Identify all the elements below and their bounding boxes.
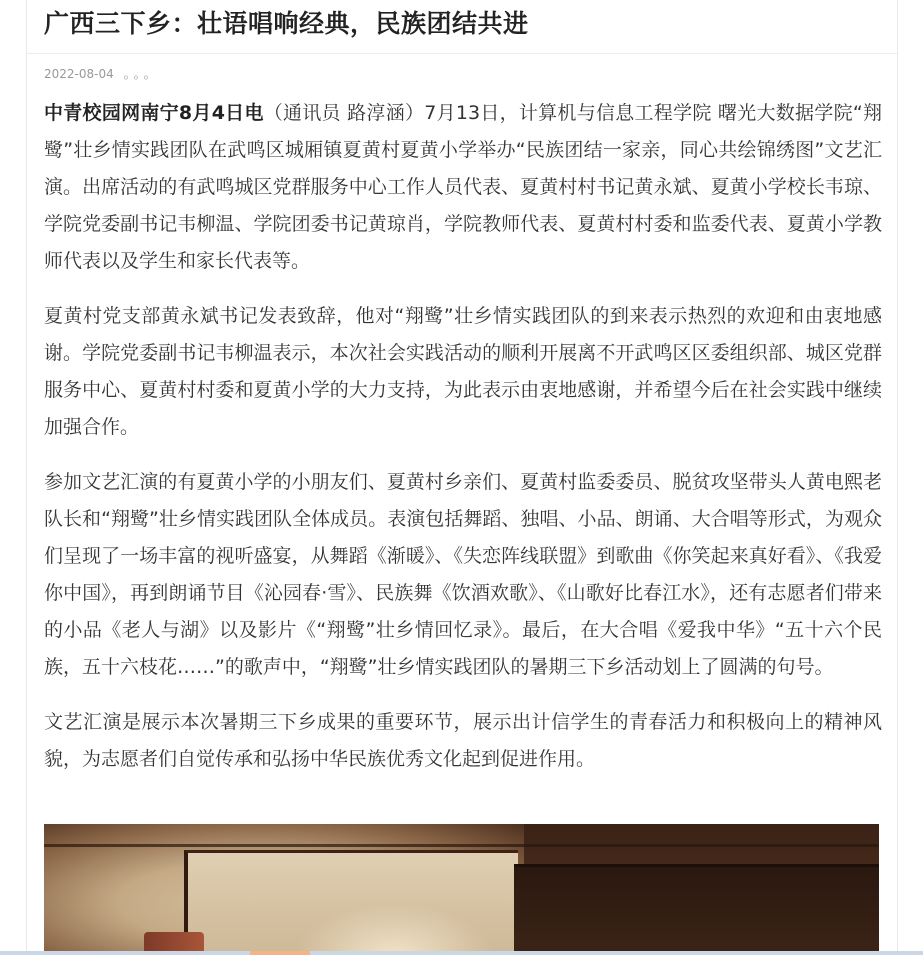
paragraph-text: 文艺汇演是展示本次暑期三下乡成果的重要环节，展示出计信学生的青春活力和积极向上的精神风貌，为志愿者们自觉传承和弘扬中华民族优秀文化起到促进作用。	[44, 711, 882, 770]
meta-dots: 。。。	[123, 67, 160, 81]
article-title: 广西三下乡：壮语唱响经典，民族团结共进	[44, 9, 529, 38]
paragraph-text: 夏黄村党支部黄永斌书记发表致辞，他对“翔鹭”壮乡情实践团队的到来表示热烈的欢迎和由衷地感谢。学院党委副书记韦柳温表示，本次社会实践活动的顺利开展离不开武鸣区区委组织部、城区党群服务中心、夏黄村村委和夏黄小学的大力支持，为此表示由衷地感谢，并希望今后在社会实践中继续加强合作。	[44, 305, 882, 438]
paragraph-4	[44, 704, 882, 778]
paragraph-3	[44, 464, 882, 686]
article-container	[26, 0, 898, 955]
title-divider	[27, 53, 897, 54]
paragraph-1	[44, 95, 882, 280]
paragraph-text: （通讯员 路淳涵）7月13日，计算机与信息工程学院 曙光大数据学院“翔鹭”壮乡情实践团队在武鸣区城厢镇夏黄村夏黄小学举办“民族团结一家亲，同心共绘锦绣图”文艺汇演。出席活动的有武鸣城区党群服务中心工作人员代表、夏黄村村书记黄永斌、夏黄小学校长韦琼、学院党委副书记韦柳温、学院团委书记黄琼肖，学院教师代表、夏黄村村委和监委代表、夏黄小学教师代表以及学生和家长代表等。	[44, 102, 882, 272]
horizontal-scrollbar[interactable]	[0, 951, 923, 955]
paragraph-2	[44, 298, 882, 446]
dateline: 中青校园网南宁8月4日电	[44, 102, 264, 124]
article-body	[44, 95, 882, 796]
scrollbar-thumb[interactable]	[250, 951, 310, 955]
article-photo[interactable]	[44, 824, 879, 955]
photo-beam	[44, 844, 879, 847]
photo-frame	[514, 864, 879, 955]
article-meta	[44, 64, 160, 84]
photo-light	[294, 904, 494, 955]
paragraph-text: 参加文艺汇演的有夏黄小学的小朋友们、夏黄村乡亲们、夏黄村监委委员、脱贫攻坚带头人黄电熙老队长和“翔鹭”壮乡情实践团队全体成员。表演包括舞蹈、独唱、小品、朗诵、大合唱等形式，为观众们呈现了一场丰富的视听盛宴，从舞蹈《渐暖》、《失恋阵线联盟》到歌曲《你笑起来真好看》、《我爱你中国》，再到朗诵节目《沁园春·雪》、民族舞《饮酒欢歌》、《山歌好比春江水》，还有志愿者们带来的小品《老人与湖》以及影片《“翔鹭”壮乡情回忆录》。最后，在大合唱《爱我中华》“五十六个民族，五十六枝花……”的歌声中，“翔鹭”壮乡情实践团队的暑期三下乡活动划上了圆满的句号。	[44, 471, 882, 678]
publish-date: 2022-08-04	[44, 67, 114, 81]
